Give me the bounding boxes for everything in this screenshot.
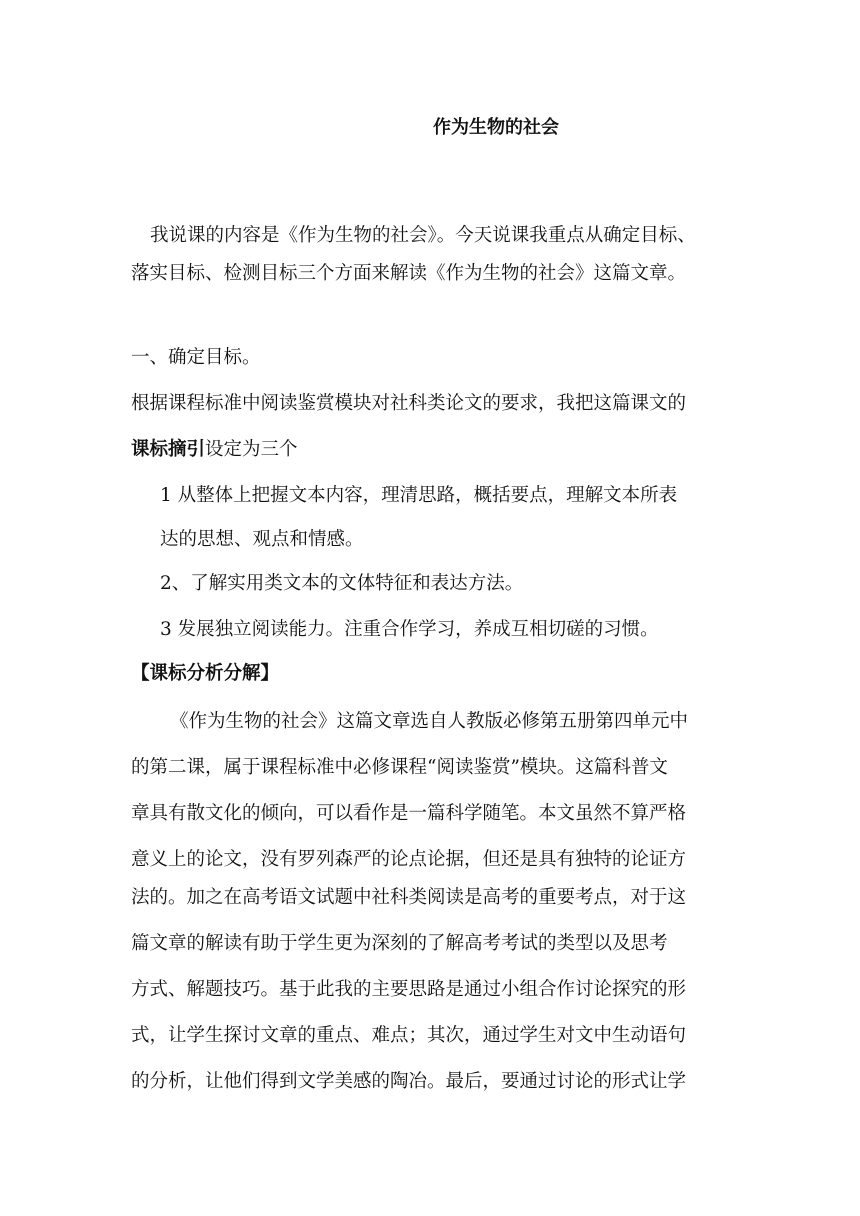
section-heading-goals: 一、确定目标。 xyxy=(131,347,261,368)
goal-3: 3 发展独立阅读能力。注重合作学习，养成互相切磋的习惯。 xyxy=(160,619,659,640)
paragraph-line: 法的。加之在高考语文试题中社科类阅读是高考的重要考点，对于这 xyxy=(131,887,687,908)
paragraph-line: 篇文章的解读有助于学生更为深刻的了解高考考试的类型以及思考 xyxy=(131,933,668,954)
paragraph-line: 的分析，让他们得到文学美感的陶冶。最后，要通过讨论的形式让学 xyxy=(131,1071,687,1092)
paragraph-line: 《作为生物的社会》这篇文章选自人教版必修第五册第四单元中 xyxy=(170,711,689,732)
document-title: 作为生物的社会 xyxy=(433,117,559,138)
goal-1-line-2: 达的思想、观点和情感。 xyxy=(160,529,364,550)
paragraph-line: 的第二课，属于课程标准中必修课程“阅读鉴赏”模块。这篇科普文 xyxy=(131,757,668,778)
section1-text-line-1: 根据课程标准中阅读鉴赏模块对社科类论文的要求，我把这篇课文的 xyxy=(131,393,687,414)
goal-1-line-1: 1 从整体上把握文本内容，理清思路，概括要点，理解文本所表 xyxy=(160,485,678,506)
paragraph-line: 章具有散文化的倾向，可以看作是一篇科学随笔。本文虽然不算严格 xyxy=(131,803,687,824)
paragraph-line: 方式、解题技巧。基于此我的主要思路是通过小组合作讨论探究的形 xyxy=(131,979,687,1000)
section1-text-line-2-rest: 设定为三个 xyxy=(205,439,298,460)
intro-line-2: 落实目标、检测目标三个方面来解读《作为生物的社会》这篇文章。 xyxy=(131,263,687,284)
paragraph-line: 式，让学生探讨文章的重点、难点；其次，通过学生对文中生动语句 xyxy=(131,1025,687,1046)
goal-2: 2、了解实用类文本的文体特征和表达方法。 xyxy=(160,573,524,594)
bold-term: 课标摘引 xyxy=(131,439,206,460)
paragraph-line: 意义上的论文，没有罗列森严的论点论据，但还是具有独特的论证方 xyxy=(131,849,687,870)
section-heading-analysis: 【课标分析分解】 xyxy=(131,663,280,684)
section1-text-line-2 xyxy=(131,438,298,462)
intro-line-1: 我说课的内容是《作为生物的社会》。今天说课我重点从确定目标、 xyxy=(150,225,696,246)
